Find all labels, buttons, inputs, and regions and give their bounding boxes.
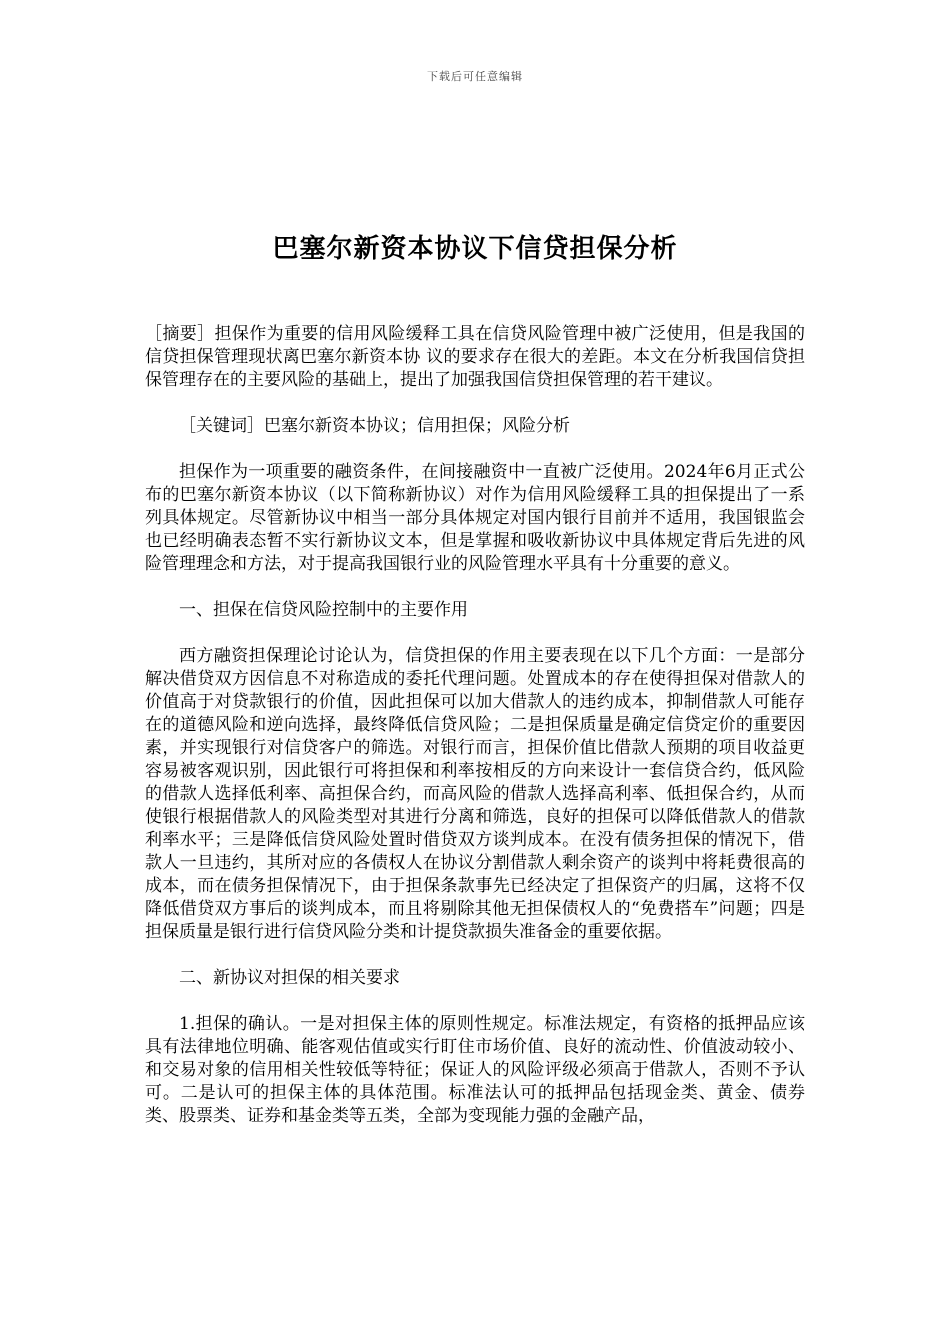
document-title: 巴塞尔新资本协议下信贷担保分析 [272,234,678,264]
page-header-note: 下载后可任意编辑 [427,70,523,83]
intro-paragraph: 担保作为一项重要的融资条件，在间接融资中一直被广泛使用。2024年6月正式公布的巴塞尔新资本协议（以下简称新协议）对作为信用风险缓释工具的担保提出了一系列具体规定。尽管新协议中相当一部分具体规定对国内银行目前并不适用，我国银监会也已经明确表态暂不实行新协议文本，但是掌握和吸收新协议中具体规定背后先进的风险管理理念和方法，对于提高我国银行业的风险管理水平具有十分重要的意义。 [145,462,805,574]
section-1-heading: 一、担保在信贷风险控制中的主要作用 [179,600,468,620]
section-1-paragraph: 西方融资担保理论讨论认为，信贷担保的作用主要表现在以下几个方面：一是部分解决借贷双方因信息不对称造成的委托代理问题。处置成本的存在使得担保对借款人的价值高于对贷款银行的价值，因此担保可以加大借款人的违约成本，抑制借款人可能存在的道德风险和逆向选择，最终降低信贷风险；二是担保质量是确定信贷定价的重要因素，并实现银行对信贷客户的筛选。对银行而言，担保价值比借款人预期的项目收益更容易被客观识别，因此银行可将担保和利率按相反的方向来设计一套信贷合约，低风险的借款人选择低利率、高担保合约，而高风险的借款人选择高利率、低担保合约，从而使银行根据借款人的风险类型对其进行分离和筛选，良好的担保可以降低借款人的借款利率水平；三是降低信贷风险处置时借贷双方谈判成本。在没有债务担保的情况下，借款人一旦违约，其所对应的各债权人在协议分割借款人剩余资产的谈判中将耗费很高的成本，而在债务担保情况下，由于担保条款事先已经决定了担保资产的归属，这将不仅降低借贷双方事后的谈判成本，而且将剔除其他无担保债权人的“免费搭车”问题；四是担保质量是银行进行信贷风险分类和计提贷款损失准备金的重要依据。 [145,646,805,942]
abstract-paragraph: ［摘要］担保作为重要的信用风险缓释工具在信贷风险管理中被广泛使用，但是我国的信贷担保管理现状离巴塞尔新资本协 议的要求存在很大的差距。本文在分析我国信贷担保管理存在的主要风险的基础上，提出了加强我国信贷担保管理的若干建议。 [145,324,805,390]
section-2-paragraph: 1.担保的确认。一是对担保主体的原则性规定。标准法规定，有资格的抵押品应该具有法律地位明确、能客观估值或实行盯住市场价值、良好的流动性、价值波动较小、和交易对象的信用相关性较低等特征；保证人的风险评级必须高于借款人，否则不予认可。二是认可的担保主体的具体范围。标准法认可的抵押品包括现金类、黄金、债券类、股票类、证券和基金类等五类，全部为变现能力强的金融产品， [145,1014,805,1126]
section-2-heading: 二、新协议对担保的相关要求 [179,968,400,988]
keywords-line: ［关键词］巴塞尔新资本协议；信用担保；风险分析 [179,416,570,436]
document-body [145,323,805,1128]
